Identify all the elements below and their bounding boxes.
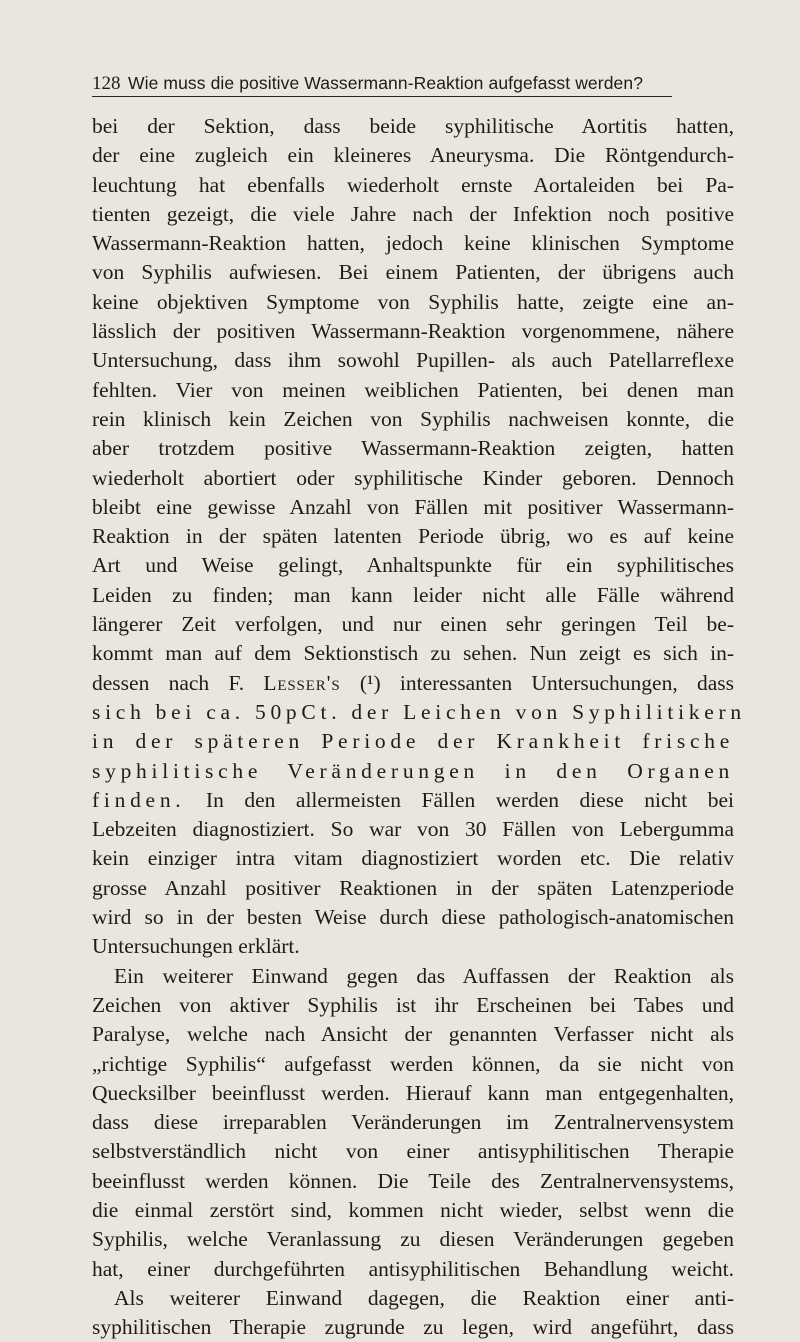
- page-number: 128: [92, 73, 121, 94]
- text-line: grosse Anzahl positiver Reaktionen in der späten Latenzperiode: [92, 875, 734, 900]
- text-line: Ein weiterer Einwand gegen das Auffassen der Reaktion als: [114, 963, 734, 988]
- text-line: keine objektiven Symptome von Syphilis hatte, zeigte eine an-: [92, 289, 734, 314]
- text-line: Art und Weise gelingt, Anhaltspunkte für ein syphilitisches: [92, 553, 734, 578]
- paragraph-2: [92, 962, 734, 1284]
- text-line: Reaktion in der späten latenten Periode übrig, wo es auf keine: [92, 524, 734, 549]
- paragraph-1: [92, 112, 746, 962]
- text-line: syphilitischen Therapie zugrunde zu legen, wird angeführt, dass: [92, 1315, 734, 1340]
- text-line: „richtige Syphilis“ aufgefasst werden können, da sie nicht von: [92, 1051, 734, 1076]
- text-line: bei der Sektion, dass beide syphilitische Aortitis hatten,: [92, 114, 734, 138]
- text-line: kein einziger intra vitam diagnostiziert worden etc. Die relativ: [92, 846, 734, 871]
- emphasized-line: sich bei ca. 50pCt. der Leichen von Syphilitikern: [92, 699, 746, 724]
- text-line: Quecksilber beeinflusst werden. Hierauf kann man entgegenhalten,: [92, 1080, 734, 1105]
- emphasized-line: in der späteren Periode der Krankheit frische: [92, 729, 734, 754]
- text-line: lässlich der positiven Wassermann-Reaktion vorgenommene, nähere: [92, 319, 734, 344]
- author-name-lesser: Lesser's: [263, 670, 341, 695]
- text-line: die einmal zerstört sind, kommen nicht wieder, selbst wenn die: [92, 1197, 734, 1222]
- page-header: [92, 72, 672, 97]
- running-title: Wie muss die positive Wassermann-Reaktion aufgefasst werden?: [128, 73, 644, 93]
- text-line: [92, 669, 734, 698]
- text-line: hat, einer durchgeführten antisyphilitischen Behandlung weicht.: [92, 1256, 734, 1281]
- text-line: selbstverständlich nicht von einer antisyphilitischen Therapie: [92, 1139, 734, 1164]
- text-line: Syphilis, welche Veranlassung zu diesen Veränderungen gegeben: [92, 1227, 734, 1252]
- text-line: Untersuchungen erklärt.: [92, 934, 300, 959]
- text-line: fehlten. Vier von meinen weiblichen Patienten, bei denen man: [92, 377, 734, 402]
- text-line: längerer Zeit verfolgen, und nur einen sehr geringen Teil be-: [92, 612, 734, 637]
- text-line: der eine zugleich ein kleineres Aneurysma. Die Röntgendurch-: [92, 143, 734, 168]
- text-line: von Syphilis aufwiesen. Bei einem Patienten, der übrigens auch: [92, 260, 734, 285]
- text-line: aber trotzdem positive Wassermann-Reaktion zeigten, hatten: [92, 436, 734, 461]
- paragraph-3: [92, 1284, 734, 1342]
- text-line: Als weiterer Einwand dagegen, die Reaktion einer anti-: [114, 1285, 734, 1310]
- emphasized-word: finden.: [92, 787, 186, 812]
- text-fragment: In den allermeisten Fällen werden diese nicht bei: [185, 787, 734, 812]
- emphasized-line: syphilitische Veränderungen in den Organen: [92, 758, 734, 783]
- text-fragment: (¹) interessanten Untersuchungen, dass: [340, 670, 734, 695]
- text-line: [92, 786, 734, 815]
- text-line: Leiden zu finden; man kann leider nicht alle Fälle während: [92, 582, 734, 607]
- body-text: [92, 112, 746, 1342]
- text-line: Lebzeiten diagnostiziert. So war von 30 Fällen von Lebergumma: [92, 817, 734, 842]
- text-line: rein klinisch kein Zeichen von Syphilis nachweisen konnte, die: [92, 406, 734, 431]
- text-line: leuchtung hat ebenfalls wiederholt ernste Aortaleiden bei Pa-: [92, 172, 734, 197]
- text-fragment: dessen nach F.: [92, 670, 264, 695]
- text-line: Zeichen von aktiver Syphilis ist ihr Erscheinen bei Tabes und: [92, 992, 734, 1017]
- text-line: bleibt eine gewisse Anzahl von Fällen mit positiver Wassermann-: [92, 494, 734, 519]
- text-line: dass diese irreparablen Veränderungen im Zentralnervensystem: [92, 1110, 734, 1135]
- text-line: tienten gezeigt, die viele Jahre nach der Infektion noch positive: [92, 201, 734, 226]
- text-line: Wassermann-Reaktion hatten, jedoch keine klinischen Symptome: [92, 231, 734, 256]
- text-line: wiederholt abortiert oder syphilitische Kinder geboren. Dennoch: [92, 465, 734, 490]
- text-line: beeinflusst werden können. Die Teile des Zentralnervensystems,: [92, 1168, 734, 1193]
- text-line: kommt man auf dem Sektionstisch zu sehen. Nun zeigt es sich in-: [92, 641, 734, 666]
- text-line: Untersuchung, dass ihm sowohl Pupillen- als auch Patellarreflexe: [92, 348, 734, 373]
- text-line: Paralyse, welche nach Ansicht der genannten Verfasser nicht als: [92, 1022, 734, 1047]
- text-line: wird so in der besten Weise durch diese pathologisch-anatomischen: [92, 905, 734, 930]
